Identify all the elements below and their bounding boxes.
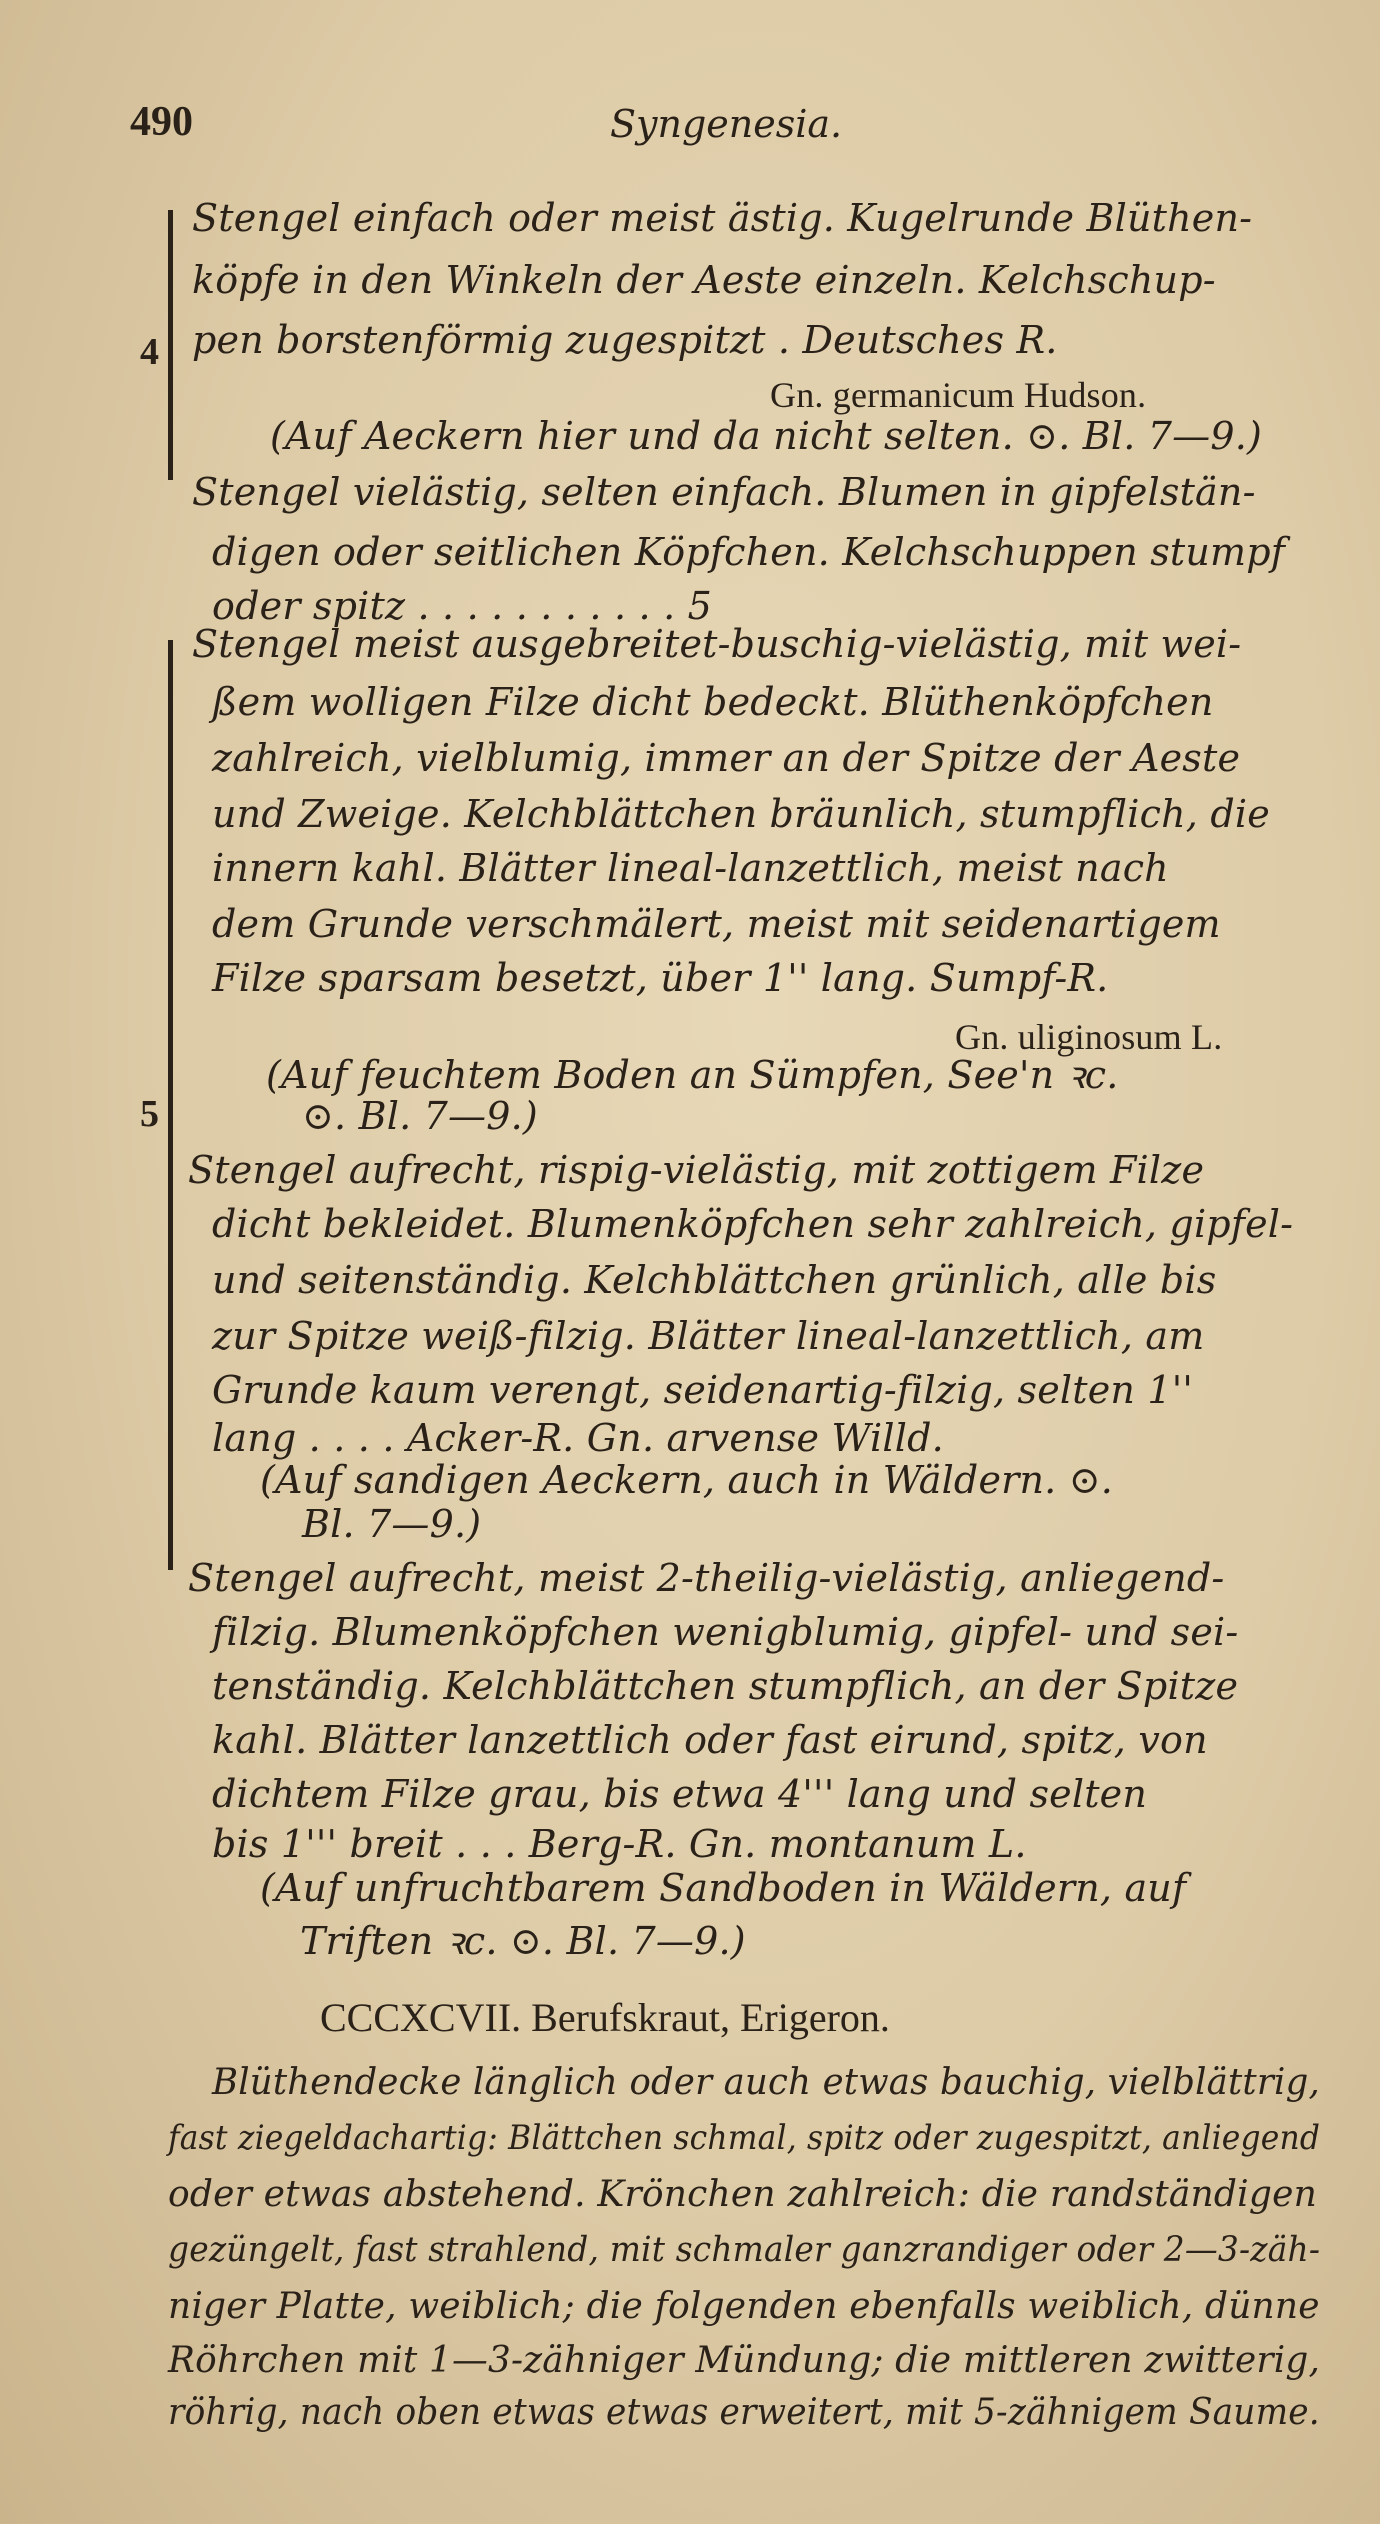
page-header	[130, 98, 1310, 158]
key4-number: 4	[140, 331, 159, 373]
key5-line: bis 1''' breit . . . Berg-R. Gn. montanum L.	[212, 1822, 1027, 1866]
key5-line: (Auf sandigen Aeckern, auch in Wäldern. ⊙.	[260, 1458, 1114, 1502]
key5-line: dem Grunde verschmälert, meist mit seidenartigem	[212, 902, 1221, 946]
key5-line: innern kahl. Blätter lineal-lanzettlich, meist nach	[212, 846, 1169, 890]
key5-line: Triften ꝛc. ⊙. Bl. 7—9.)	[300, 1919, 746, 1963]
key5-line: tenständig. Kelchblättchen stumpflich, an der Spitze	[212, 1664, 1239, 1708]
key5-line: Stengel aufrecht, meist 2-theilig-vielästig, anliegend-	[188, 1556, 1225, 1600]
key5-line: Bl. 7—9.)	[302, 1502, 482, 1546]
key5-line: zur Spitze weiß-filzig. Blätter lineal-lanzettlich, am	[212, 1314, 1205, 1358]
key4-line: Stengel einfach oder meist ästig. Kugelrunde Blüthen-	[192, 196, 1253, 240]
section-line: Röhrchen mit 1—3-zähniger Mündung; die mittleren zwitterig,	[168, 2340, 1321, 2381]
section-line: oder etwas abstehend. Krönchen zahlreich: die randständigen	[168, 2174, 1318, 2215]
key5-line: dicht bekleidet. Blumenköpfchen sehr zahlreich, gipfel-	[212, 1202, 1294, 1246]
section-line: röhrig, nach oben etwas etwas erweitert, mit 5-zähnigem Saume.	[168, 2392, 1320, 2433]
key5-line: (Auf feuchtem Boden an Sümpfen, See'n ꝛc.	[266, 1053, 1119, 1097]
key5-line: (Auf unfruchtbarem Sandboden in Wäldern, auf	[260, 1866, 1187, 1910]
key4-line: (Auf Aeckern hier und da nicht selten. ⊙. Bl. 7—9.)	[270, 414, 1263, 458]
key5-line: Stengel aufrecht, rispig-vielästig, mit zottigem Filze	[188, 1148, 1205, 1192]
key5-line: und Zweige. Kelchblättchen bräunlich, stumpflich, die	[212, 792, 1270, 836]
key5-line: ⊙. Bl. 7—9.)	[302, 1094, 538, 1138]
key5-brace	[168, 640, 173, 1570]
section-heading: CCCXCVII. Berufskraut, Erigeron.	[320, 1995, 890, 2040]
key4-line: digen oder seitlichen Köpfchen. Kelchschuppen stumpf	[212, 530, 1286, 574]
key5-line: ßem wolligen Filze dicht bedeckt. Blüthenköpfchen	[212, 680, 1214, 724]
key5-line: Gn. uliginosum L.	[955, 1017, 1223, 1057]
key4-line: Gn. germanicum Hudson.	[770, 375, 1147, 415]
key5-line: filzig. Blumenköpfchen wenigblumig, gipfel- und sei-	[212, 1610, 1239, 1654]
key5-line: Filze sparsam besetzt, über 1'' lang. Sumpf-R.	[212, 956, 1109, 1000]
section-line: fast ziegeldachartig: Blättchen schmal, spitz oder zugespitzt, anliegend	[168, 2118, 1321, 2158]
section-line: gezüngelt, fast strahlend, mit schmaler ganzrandiger oder 2—3-zäh-	[168, 2230, 1321, 2270]
key4-brace	[168, 210, 173, 480]
key4-line: köpfe in den Winkeln der Aeste einzeln. Kelchschup-	[192, 258, 1216, 302]
page-number: 490	[130, 99, 193, 145]
section-line: niger Platte, weiblich; die folgenden ebenfalls weiblich, dünne	[168, 2286, 1320, 2327]
key5-line: kahl. Blätter lanzettlich oder fast eirund, spitz, von	[212, 1718, 1208, 1762]
key5-line: Grunde kaum verengt, seidenartig-filzig, selten 1''	[212, 1368, 1194, 1412]
key5-line: Stengel meist ausgebreitet-buschig-vielästig, mit wei-	[192, 622, 1242, 666]
key4-line: pen borstenförmig zugespitzt . Deutsches R.	[192, 318, 1058, 362]
key5-line: lang . . . . Acker-R. Gn. arvense Willd.	[212, 1416, 944, 1460]
key5-line: und seitenständig. Kelchblättchen grünlich, alle bis	[212, 1258, 1217, 1302]
key5-number: 5	[140, 1093, 159, 1135]
running-head: Syngenesia.	[610, 102, 843, 146]
key4-line: Stengel vielästig, selten einfach. Blumen in gipfelstän-	[192, 470, 1256, 514]
key5-line: zahlreich, vielblumig, immer an der Spitze der Aeste	[212, 736, 1241, 780]
key5-line: dichtem Filze grau, bis etwa 4''' lang und selten	[212, 1772, 1148, 1816]
section-line: Blüthendecke länglich oder auch etwas bauchig, vielblättrig,	[212, 2062, 1320, 2103]
key4-line: oder spitz . . . . . . . . . . . 5	[212, 584, 713, 628]
